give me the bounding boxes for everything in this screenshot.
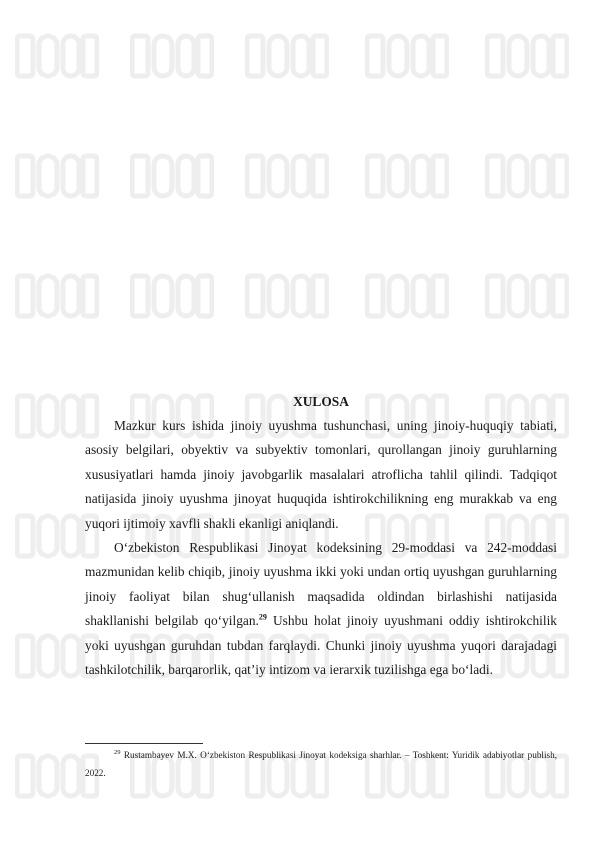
docx-watermark-icon (15, 270, 99, 322)
docx-watermark-icon (245, 270, 329, 322)
docx-watermark-icon (485, 270, 569, 322)
docx-watermark-icon (365, 270, 449, 322)
docx-watermark-icon (130, 30, 214, 82)
paragraph-2-text-end: Ushbu holat jinoiy uyushmani oddiy ishtirokchilik yoki uyushgan guruhdan tubdan farqlaydi. Chunki jinoiy uyushma yuqori darajadagi tashkilotchilik, barqarorlik, qat’iy intizom va ierarxik tuzilishga ega bo‘ladi. (85, 613, 558, 678)
page-content (85, 392, 557, 682)
conclusion-paragraph-1: Mazkur kurs ishida jinoiy uyushma tushunchasi, uning jinoiy-huquqiy tabiati, asosiy belgilari, obyektiv va subyektiv tomonlari, qurollangan jinoiy guruhlarning xususiyatlari hamda jinoiy javobgarlik masalalari atroflicha tahlil qilindi. Tadqiqot natijasida jinoiy uyushma jinoyat huquqida ishtirokchilikning eng murakkab va eng yuqori ijtimoiy xavfli shakli ekanligi aniqlandi. (85, 418, 557, 531)
footnote-reference[interactable]: 29 (258, 612, 267, 622)
section-heading: XULOSA (293, 394, 349, 409)
docx-watermark-icon (365, 150, 449, 202)
docx-watermark-icon (365, 30, 449, 82)
paragraph-2-text-start: O‘zbekiston Respublikasi Jinoyat kodeksining 29-moddasi va 242-moddasi mazmunidan kelib chiqib, jinoiy uyushma ikki yoki undan ortiq uyushgan guruhlarning jinoiy faoliyat bilan shug‘ullanish maqsadida oldindan birlashishi natijasida shakllanishi belgilab qo‘yilgan. (85, 540, 557, 629)
footnote-number: 29 (114, 748, 121, 756)
footnote (85, 746, 557, 782)
docx-watermark-icon (15, 30, 99, 82)
conclusion-paragraph-2 (85, 536, 557, 682)
docx-watermark-icon (485, 30, 569, 82)
docx-watermark-icon (130, 270, 214, 322)
docx-watermark-icon (15, 150, 99, 202)
docx-watermark-icon (245, 30, 329, 82)
footnote-text: Rustambayev M.X. O‘zbekiston Respublikasi Jinoyat kodeksiga sharhlar. – Toshkent: Yuridik adabiyotlar publish, 2022. (85, 750, 557, 778)
docx-watermark-icon (130, 150, 214, 202)
footnote-separator (85, 743, 203, 744)
docx-watermark-icon (245, 150, 329, 202)
docx-watermark-icon (485, 150, 569, 202)
